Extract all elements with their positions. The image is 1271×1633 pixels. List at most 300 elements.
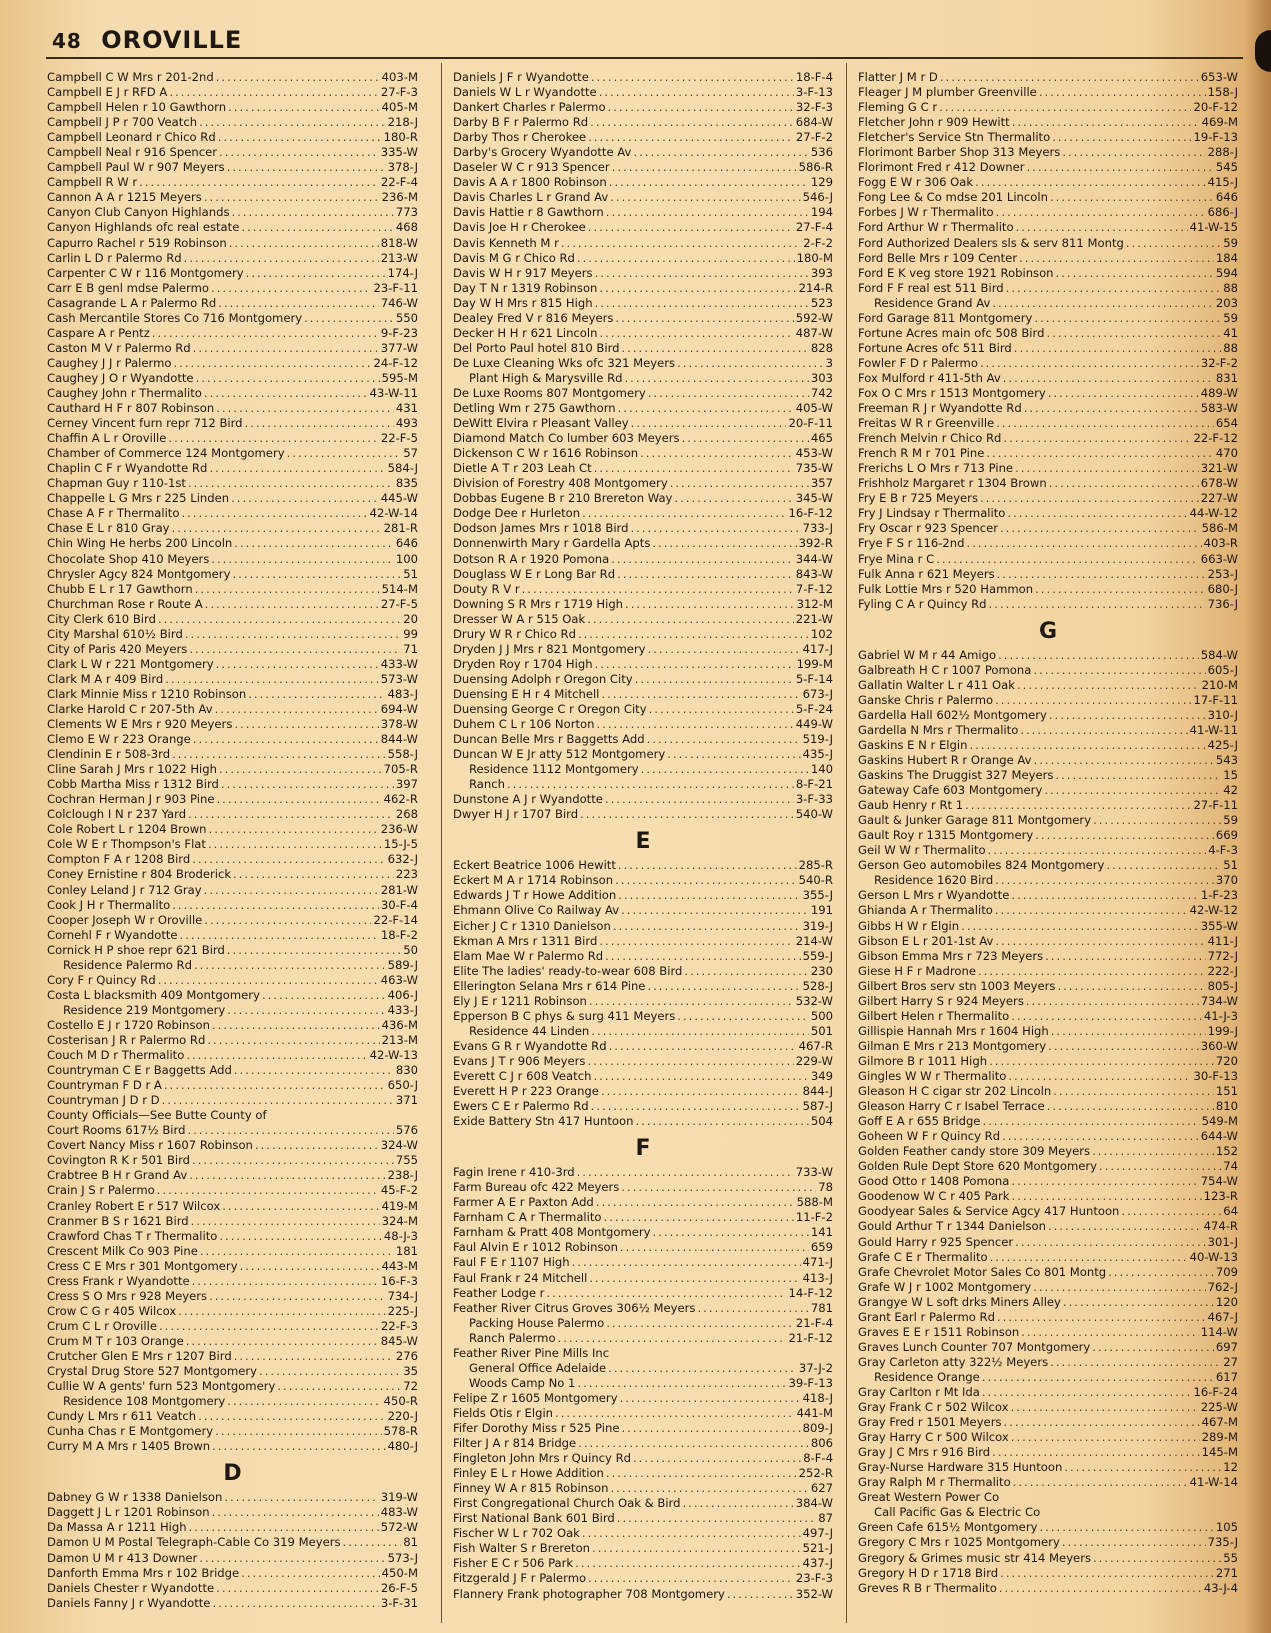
listing-phone: 48-J-3 [383, 1228, 418, 1243]
leader-dots [234, 717, 378, 732]
listing-name: First Congregational Church Oak & Bird [453, 1496, 681, 1511]
leader-dots [998, 648, 1199, 663]
listing-name: Da Massa A r 1211 High [47, 1520, 187, 1535]
listing-phone: 22-F-14 [373, 912, 418, 927]
leader-dots [241, 220, 394, 235]
listing-name: Douty R V r [453, 581, 520, 596]
listing-name: Frishholz Margaret r 1304 Brown [858, 476, 1047, 491]
listing-phone: 378-W [380, 717, 418, 732]
listing-entry [47, 296, 418, 311]
listing-name: Campbell J P r 700 Veatch [47, 115, 198, 130]
listing-phone: 521-J [802, 1541, 833, 1556]
leader-dots [204, 913, 371, 928]
listing-phone: 221-W [795, 611, 833, 626]
listing-entry [453, 356, 833, 371]
listing-phone: 393 [810, 265, 833, 280]
listing-name: Everett C J r 608 Veatch [453, 1069, 592, 1083]
listing-entry [47, 883, 418, 898]
leader-dots [212, 1505, 379, 1520]
listing-name: Everett H P r 223 Orange [453, 1084, 599, 1099]
listing-entry [858, 1129, 1238, 1144]
listing-phone: 405-M [381, 100, 418, 115]
listing-entry [858, 1581, 1238, 1596]
listing-entry [47, 807, 418, 822]
leader-dots [618, 888, 800, 903]
listing-entry [453, 1210, 833, 1225]
listing-name: Farnham & Pratt 408 Montgomery [453, 1225, 651, 1240]
listing-name: Call Pacific Gas & Electric Co [874, 1505, 1041, 1520]
listing-entry [47, 1078, 418, 1093]
listing-entry [453, 1069, 833, 1084]
listing-name: Caston M V r Palermo Rd [47, 340, 191, 355]
listing-name: Goff E A r 655 Bridge [858, 1114, 981, 1129]
leader-dots [216, 792, 381, 807]
listing-phone: 3-F-33 [795, 792, 833, 807]
listing-entry [858, 843, 1238, 858]
leader-dots [612, 160, 797, 175]
listing-entry [858, 1084, 1238, 1099]
leader-dots [209, 822, 379, 837]
listing-entry [453, 858, 833, 873]
listing-name: Fletcher John r 909 Hewitt [858, 115, 1010, 130]
listing-entry [47, 1439, 418, 1454]
listing-phone: 17-F-11 [1193, 692, 1238, 707]
listing-entry [47, 1183, 418, 1198]
leader-dots [1026, 994, 1199, 1009]
listing-name: Frye Mina r C [858, 551, 935, 566]
listing-name: Cole W E r Thompson's Flat [47, 837, 206, 852]
listing-phone: 321-W [1200, 461, 1238, 476]
listing-name: Epperson B C phys & surg 411 Meyers [453, 1008, 676, 1023]
listing-name: Crutcher Glen E Mrs r 1207 Bird [47, 1348, 232, 1363]
listing-phone: 100 [395, 551, 418, 566]
page-number: 48 [52, 29, 82, 53]
listing-name: Fletcher's Service Stn Thermalito [858, 130, 1051, 145]
listing-name: Donnenwirth Mary r Gardella Apts [453, 536, 651, 551]
leader-dots [1012, 1189, 1202, 1204]
listing-phone: 59 [1223, 310, 1238, 325]
leader-dots [615, 873, 797, 888]
listing-entry [858, 175, 1238, 190]
listing-phone: 632-J [387, 852, 418, 867]
listing-entry [453, 1511, 833, 1526]
listing-entry [858, 446, 1238, 461]
listing-name: Daniels Chester r Wyandotte [47, 1580, 215, 1595]
listing-phone: 285-R [798, 858, 833, 873]
leader-dots [1003, 431, 1191, 446]
leader-dots [578, 627, 809, 642]
listing-entry [453, 732, 833, 747]
listing-entry [453, 476, 833, 491]
leader-dots [522, 582, 794, 597]
listing-entry [453, 1054, 833, 1069]
listing-phone: 583-W [1200, 401, 1238, 416]
listing-phone: 319-W [380, 1490, 418, 1505]
leader-dots [1049, 476, 1199, 491]
leader-dots [967, 536, 1202, 551]
listing-phone: 57 [403, 446, 418, 461]
leader-dots [982, 1370, 1214, 1385]
leader-dots [577, 1165, 794, 1180]
listing-entry [858, 552, 1238, 567]
listing-phone: 493 [395, 416, 418, 431]
leader-dots [649, 702, 794, 717]
listing-phone: 203 [1215, 295, 1238, 310]
leader-dots [608, 1361, 797, 1376]
listing-phone: 253-J [1207, 566, 1238, 581]
leader-dots [561, 236, 801, 251]
listing-entry [453, 70, 833, 85]
listing-phone: 532-W [795, 993, 833, 1008]
leader-dots [591, 70, 794, 85]
listing-name: Duensing Adolph r Oregon City [453, 671, 633, 686]
listing-entry [858, 1430, 1238, 1445]
leader-dots [196, 371, 380, 386]
listing-phone: 584-J [387, 461, 418, 476]
listing-phone: 680-J [1207, 581, 1238, 596]
listing-phone: 746-W [380, 295, 418, 310]
leader-dots [997, 1310, 1206, 1325]
leader-dots [999, 1581, 1202, 1596]
listing-name: Giese H F r Madrone [858, 963, 976, 978]
listing-name: Fleming G C r [858, 100, 938, 115]
listing-name: Del Porto Paul hotel 810 Bird [453, 340, 620, 355]
listing-entry [453, 1225, 833, 1240]
listing-phone: 191 [810, 903, 833, 918]
listing-entry [47, 1093, 418, 1108]
listing-phone: 41 [1223, 325, 1238, 340]
listing-entry [47, 973, 418, 988]
listing-entry [47, 898, 418, 913]
listing-phone: 465 [810, 431, 833, 446]
listing-name: Fagin Irene r 410-3rd [453, 1165, 575, 1180]
listing-name: Residence Grand Av [874, 295, 991, 310]
listing-entry [858, 1174, 1238, 1189]
listing-name: Freeman R J r Wyandotte Rd [858, 401, 1022, 416]
listing-phone: 27-F-3 [380, 85, 418, 100]
listing-name: Campbell C W Mrs r 201-2nd [47, 70, 214, 84]
listing-phone: 592-W [795, 310, 833, 325]
listing-name: Couch M D r Thermalito [47, 1048, 185, 1063]
listing-entry [858, 236, 1238, 251]
leader-dots [588, 130, 794, 145]
listing-name: Davis Hattie r 8 Gawthorn [453, 205, 604, 220]
listing-name: Ranch [469, 777, 505, 792]
leader-dots [1092, 1340, 1214, 1355]
leader-dots [216, 70, 380, 85]
listing-phone: 587-J [802, 1099, 833, 1114]
listing-phone: 733-W [795, 1165, 833, 1180]
leader-dots [234, 1063, 394, 1078]
listing-entry [858, 798, 1238, 813]
page-header [52, 26, 242, 54]
listing-phone: 1-F-23 [1200, 888, 1238, 903]
listing-name: Gibbs H W r Elgin [858, 918, 960, 933]
listing-phone: 576 [395, 1123, 418, 1138]
listing-name: Gould Harry r 925 Spencer [858, 1234, 1014, 1249]
listing-name: Grafe W J r 1002 Montgomery [858, 1279, 1032, 1294]
leader-dots [647, 979, 800, 994]
listing-phone: 152 [1215, 1144, 1238, 1159]
listing-entry [453, 582, 833, 597]
listing-phone: 199-J [1207, 1023, 1238, 1038]
listing-name: Golden Feather candy store 309 Meyers [858, 1144, 1091, 1159]
listing-entry [47, 732, 418, 747]
listing-phone: 433-J [387, 1002, 418, 1017]
leader-dots [1016, 220, 1188, 235]
listing-entry [47, 642, 418, 657]
listing-entry [453, 536, 833, 551]
leader-dots [641, 762, 809, 777]
listing-phone: 586-R [798, 160, 833, 175]
listing-phone: 88 [1223, 280, 1238, 295]
listing-name: Cornick H P shoe repr 621 Bird [47, 942, 225, 957]
listing-name: Carr E B genl mdse Palermo [47, 280, 210, 295]
leader-dots [727, 1587, 794, 1602]
listing-entry [453, 130, 833, 145]
listing-entry [47, 476, 418, 491]
listing-phone: 835 [395, 476, 418, 491]
listing-entry [453, 807, 833, 822]
listing-phone: 5-F-24 [795, 701, 833, 716]
column-divider [441, 63, 442, 1623]
listing-entry [453, 888, 833, 903]
listing-name: Graves Lunch Counter 707 Montgomery [858, 1339, 1091, 1354]
listing-phone: 151 [1215, 1084, 1238, 1099]
listing-name: Elam Mae W r Palermo Rd [453, 948, 604, 963]
leader-dots [582, 1526, 801, 1541]
listing-name: Dunstone A J r Wyandotte [453, 792, 603, 807]
listing-entry [453, 627, 833, 642]
listing-phone: 230 [810, 963, 833, 978]
listing-entry [47, 371, 418, 386]
listing-phone: 345-W [795, 491, 833, 506]
leader-dots [1034, 311, 1221, 326]
listing-entry [47, 1199, 418, 1214]
listing-phone: 41-W-11 [1189, 722, 1238, 737]
leader-dots [212, 1439, 385, 1454]
listing-phone: 627 [810, 1481, 833, 1496]
leader-dots [599, 326, 793, 341]
listing-phone: 653-W [1200, 70, 1238, 84]
leader-dots [228, 100, 380, 115]
listing-name: Day W H Mrs r 815 High [453, 295, 593, 310]
listing-phone: 214-R [798, 280, 833, 295]
leader-dots [1017, 678, 1200, 693]
leader-dots [555, 1406, 795, 1421]
listing-entry [453, 702, 833, 717]
listing-entry [47, 1123, 418, 1138]
listing-entry [858, 1535, 1238, 1550]
leader-dots [980, 491, 1199, 506]
leader-dots [199, 1551, 385, 1566]
leader-dots [618, 401, 794, 416]
listing-entry [47, 1048, 418, 1063]
listing-entry [47, 1153, 418, 1168]
leader-dots [1048, 386, 1199, 401]
listing-entry [858, 491, 1238, 506]
listing-name: Ekman A Mrs r 1311 Bird [453, 933, 598, 948]
leader-dots [1034, 753, 1214, 768]
leader-dots [1006, 281, 1222, 296]
listing-name: Crum C L r Oroville [47, 1318, 157, 1333]
leader-dots [939, 100, 1191, 115]
listing-entry [453, 386, 833, 401]
listing-entry [453, 1039, 833, 1054]
leader-dots [1047, 1099, 1214, 1114]
leader-dots [580, 807, 794, 822]
listing-phone: 504 [810, 1114, 833, 1129]
leader-dots [620, 1391, 801, 1406]
leader-dots [1108, 1265, 1214, 1280]
leader-dots [211, 552, 394, 567]
listing-name: Grafe C E r Thermalito [858, 1249, 988, 1264]
listing-entry [47, 1424, 418, 1439]
listing-entry [858, 934, 1238, 949]
leader-dots [1011, 1174, 1198, 1189]
leader-dots [605, 949, 800, 964]
listing-name: City Marshal 610½ Bird [47, 626, 183, 641]
listing-entry [47, 672, 418, 687]
leader-dots [1008, 1069, 1191, 1084]
leader-dots [139, 175, 379, 190]
listing-name: Gibson Emma Mrs r 723 Meyers [858, 948, 1044, 963]
listing-name: Residence 1620 Bird [874, 873, 994, 888]
listing-entry [858, 994, 1238, 1009]
listing-phone: 352-W [795, 1586, 833, 1601]
leader-dots [1064, 1460, 1221, 1475]
listing-entry [47, 1409, 418, 1424]
listing-entry [858, 873, 1238, 888]
listing-entry [453, 934, 833, 949]
listing-phone: 370 [1215, 873, 1238, 888]
listing-phone: 18-F-2 [380, 927, 418, 942]
leader-dots [674, 491, 793, 506]
listing-name: Fox Mulford r 411-5th Av [858, 370, 1001, 385]
leader-dots [1011, 1009, 1202, 1024]
listing-phone: 845-W [380, 1333, 418, 1348]
listing-phone: 3 [825, 355, 833, 370]
leader-dots [1126, 236, 1221, 251]
listing-phone: 15-J-5 [383, 837, 418, 852]
listing-phone: 411-J [1207, 933, 1238, 948]
leader-dots [198, 1409, 385, 1424]
listing-entry [453, 792, 833, 807]
listing-entry [47, 431, 418, 446]
listing-name: Campbell E J r RFD A [47, 85, 168, 100]
listing-phone: 431 [395, 401, 418, 416]
listing-entry [858, 738, 1238, 753]
listing-name: Covert Nancy Miss r 1607 Robinson [47, 1138, 253, 1153]
listing-entry [47, 115, 418, 130]
header-rule [46, 57, 1243, 59]
listing-phone: 129 [810, 175, 833, 190]
listing-phone: 742 [810, 385, 833, 400]
listing-name: Ford Arthur W r Thermalito [858, 220, 1014, 235]
listing-name: Canyon Highlands ofc real estate [47, 220, 240, 235]
listing-name: Chappelle L G Mrs r 225 Linden [47, 491, 230, 506]
listing-phone: 659 [810, 1240, 833, 1255]
listing-name: Dietle A T r 203 Leah Ct [453, 461, 592, 476]
listing-phone: 831 [1215, 370, 1238, 385]
listing-phone: 238-J [387, 1168, 418, 1183]
listing-name: Fogg E W r 306 Oak [858, 175, 974, 190]
listing-entry [453, 642, 833, 657]
listing-phone: 467-R [798, 1038, 833, 1053]
leader-dots [589, 1271, 800, 1286]
listing-entry [47, 792, 418, 807]
listing-entry [47, 988, 418, 1003]
listing-phone: 27-F-11 [1193, 798, 1238, 813]
listing-name: Gregory C Mrs r 1025 Montgomery [858, 1535, 1060, 1550]
listing-name: Chapman Guy r 110-1st [47, 476, 186, 491]
leader-dots [961, 919, 1199, 934]
listing-phone: 21-F-4 [795, 1315, 833, 1330]
listing-name: Gray-Nurse Hardware 315 Huntoon [858, 1460, 1063, 1475]
listing-entry [47, 326, 418, 341]
listing-phone: 357 [810, 476, 833, 491]
listing-entry [47, 822, 418, 837]
listing-name: Detling Wm r 275 Gawthorn [453, 401, 616, 416]
leader-dots [189, 1520, 379, 1535]
leader-dots [591, 1099, 801, 1114]
listing-phone: 120 [1215, 1294, 1238, 1309]
listing-phone: 271 [1215, 1565, 1238, 1580]
directory-column-1 [47, 70, 418, 1622]
listing-name: Caughey J J r Palermo [47, 355, 172, 370]
listing-entry [858, 919, 1238, 934]
listing-name: Costello E J r 1720 Robinson [47, 1017, 210, 1032]
listing-phone: 310-J [1207, 707, 1238, 722]
listing-entry [858, 1159, 1238, 1174]
listing-name: Day T N r 1319 Robinson [453, 280, 598, 295]
listing-entry [47, 1319, 418, 1334]
listing-entry [47, 281, 418, 296]
listing-phone: 88 [1223, 340, 1238, 355]
listing-entry [47, 446, 418, 461]
leader-dots [588, 220, 794, 235]
listing-name: Fyling C A r Quincy Rd [858, 596, 987, 611]
listing-name: Darby Thos r Cherokee [453, 130, 587, 145]
listing-phone: 684-W [795, 115, 833, 130]
listing-phone: 180-M [796, 250, 833, 265]
listing-name: Clendinin E r 508-3rd [47, 747, 171, 762]
listing-entry [858, 723, 1238, 738]
leader-dots [988, 843, 1207, 858]
listing-entry [47, 1214, 418, 1229]
listing-phone: 669 [1215, 828, 1238, 843]
listing-entry [858, 356, 1238, 371]
listing-phone: 467-J [1207, 1309, 1238, 1324]
listing-phone: 519-J [802, 732, 833, 747]
leader-dots [611, 552, 793, 567]
listing-entry [858, 70, 1238, 85]
listing-name: Darby B F r Palermo Rd [453, 115, 589, 130]
leader-dots [1049, 708, 1206, 723]
listing-entry [858, 1325, 1238, 1340]
listing-entry [858, 783, 1238, 798]
listing-name: Ford Garage 811 Montgomery [858, 310, 1033, 325]
directory-column-3 [858, 70, 1238, 1622]
leader-dots [605, 792, 794, 807]
listing-name: Fitzgerald J F r Palermo [453, 1571, 587, 1586]
listing-phone: 99 [403, 626, 418, 641]
listing-name: Faul Frank r 24 Mitchell [453, 1270, 588, 1285]
listing-phone: 102 [810, 626, 833, 641]
listing-phone: 384-W [795, 1496, 833, 1511]
listing-phone: 59 [1223, 235, 1238, 250]
listing-entry [47, 1596, 418, 1611]
